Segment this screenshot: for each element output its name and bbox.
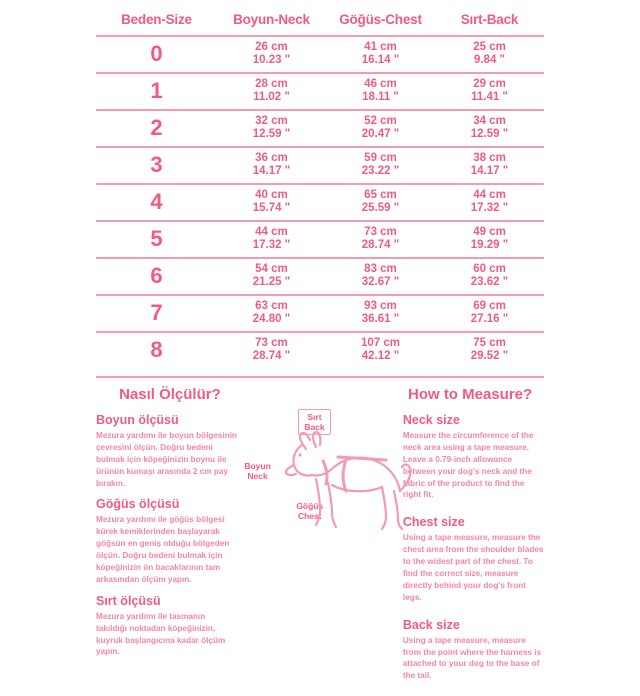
- cell-size: 2: [96, 110, 217, 147]
- cell-back: [435, 147, 544, 184]
- value-inch: 12.59 ": [252, 128, 291, 140]
- value-inch: 14.17 ": [252, 165, 291, 177]
- table-row: [96, 73, 544, 110]
- value-inch: 12.59 ": [470, 128, 509, 140]
- value-cm: 73 cm: [255, 337, 288, 350]
- cell-size: 5: [96, 221, 217, 258]
- value-cm: 32 cm: [255, 115, 288, 128]
- label-chest-tr: Göğüs: [296, 501, 324, 511]
- value-cm: 26 cm: [255, 41, 288, 54]
- dog-illustration-icon: [276, 427, 426, 547]
- value-inch: 9.84 ": [473, 54, 505, 66]
- cell-neck: [217, 332, 326, 368]
- value-cm: 40 cm: [255, 189, 288, 202]
- cell-chest: [326, 221, 435, 258]
- label-chest-en: Chest: [297, 511, 322, 522]
- subheading-back-tr: Sırt ölçüsü: [96, 593, 161, 608]
- value-cm: 107 cm: [360, 337, 400, 350]
- text-neck-tr: Mezura yardımı ile boyun bölgesinin çevresini ölçün. Doğru bedeni bulmak için köpeğinizin boynu ile ürünün kumaşı arasında 2 cm pay bırakın.: [96, 431, 238, 488]
- value-inch: 32.67 ": [361, 276, 400, 288]
- cell-chest: [326, 147, 435, 184]
- value-inch: 27.16 ": [470, 313, 509, 325]
- value-inch: 14.17 ": [470, 165, 509, 177]
- cell-size: 1: [96, 73, 217, 110]
- value-cm: 28 cm: [255, 78, 288, 91]
- value-inch: 29.52 ": [470, 350, 509, 362]
- cell-size: 8: [96, 332, 217, 368]
- cell-chest: [326, 36, 435, 73]
- value-cm: 44 cm: [255, 226, 288, 239]
- table-row: [96, 147, 544, 184]
- cell-neck: [217, 110, 326, 147]
- value-cm: 63 cm: [255, 300, 288, 313]
- column-header-back: Sırt-Back: [460, 12, 519, 27]
- column-header-chest: Göğüs-Chest: [339, 12, 422, 27]
- cell-chest: [326, 73, 435, 110]
- text-neck-en: Measure the circumference of the neck area using a tape measure. Leave a 0.79-inch allowance between your dog's neck and the fabric of the product to find the right fit.: [402, 431, 534, 500]
- value-inch: 42.12 ": [361, 350, 400, 362]
- heading-how-to-measure-tr: Nasıl Ölçülür?: [119, 386, 221, 403]
- table-row: [96, 295, 544, 332]
- value-cm: 60 cm: [473, 263, 506, 276]
- cell-back: [435, 110, 544, 147]
- value-cm: 44 cm: [473, 189, 506, 202]
- value-inch: 23.22 ": [361, 165, 400, 177]
- cell-chest: [326, 332, 435, 368]
- value-cm: 36 cm: [255, 152, 288, 165]
- label-neck-tr: Boyun: [244, 461, 271, 471]
- value-inch: 36.61 ": [361, 313, 400, 325]
- value-inch: 18.11 ": [362, 91, 399, 103]
- subheading-neck-en: Neck size: [402, 413, 460, 427]
- cell-size: 6: [96, 258, 217, 295]
- text-back-en: Using a tape measure, measure from the point where the harness is attached to your dog to the base of the tail.: [402, 635, 542, 681]
- value-cm: 46 cm: [364, 78, 397, 91]
- text-chest-tr: Mezura yardımı ile göğüs bölgesi kürek kemiklerinden başlayarak göğsün en geniş olduğu bölgeden ölçün. Doğru bedeni bulmak için köpeğinizin ön bacaklarının tam arkasından ölçüm yapın.: [96, 515, 230, 584]
- cell-size: 4: [96, 184, 217, 221]
- column-diagram: [244, 407, 391, 696]
- heading-how-to-measure-en: How to Measure?: [407, 386, 533, 403]
- value-cm: 52 cm: [364, 115, 397, 128]
- subheading-back-en: Back size: [402, 617, 460, 632]
- value-inch: 11.02 ": [253, 91, 290, 103]
- cell-neck: [217, 147, 326, 184]
- cell-back: [435, 36, 544, 73]
- label-back-tr: Sırt: [307, 412, 322, 422]
- value-cm: 29 cm: [473, 78, 506, 91]
- cell-back: [435, 332, 544, 368]
- value-cm: 93 cm: [364, 300, 397, 313]
- table-row: [96, 36, 544, 73]
- size-chart-page: [0, 6, 640, 681]
- value-inch: 28.74 ": [361, 239, 400, 251]
- value-inch: 20.47 ": [361, 128, 400, 140]
- column-turkish: [96, 407, 237, 696]
- cell-chest: [326, 258, 435, 295]
- label-neck-box: [244, 461, 270, 481]
- dog-diagram: [244, 409, 391, 559]
- cell-back: [435, 221, 544, 258]
- value-inch: 10.23 ": [252, 54, 291, 66]
- column-header-size: Beden-Size: [121, 12, 192, 27]
- section-headings: [96, 386, 544, 403]
- label-back-en: Back: [304, 422, 325, 433]
- subheading-chest-tr: Göğüs ölçüsü: [96, 497, 180, 512]
- column-header-neck: Boyun-Neck: [233, 12, 310, 27]
- text-chest-en: Using a tape measure, measure the chest area from the shoulder blades to the widest part of the chest. To find the correct size, measure directly behind your dog's front legs.: [402, 533, 544, 602]
- value-inch: 16.14 ": [361, 54, 400, 66]
- table-row: [96, 184, 544, 221]
- value-cm: 73 cm: [364, 226, 397, 239]
- how-to-measure-section: [96, 376, 544, 696]
- cell-chest: [326, 295, 435, 332]
- table-row: [96, 221, 544, 258]
- text-back-tr: Mezura yardımı ile tasmanın takıldığı noktadan köpeğinizin, kuyruk başlangıcına kadar ölçüm yapın.: [96, 611, 226, 657]
- table-header-row: [96, 6, 544, 36]
- size-table: [96, 6, 544, 368]
- value-cm: 41 cm: [364, 41, 397, 54]
- cell-back: [435, 73, 544, 110]
- cell-chest: [326, 184, 435, 221]
- label-neck-en: Neck: [247, 471, 268, 482]
- cell-chest: [326, 110, 435, 147]
- cell-back: [435, 295, 544, 332]
- cell-back: [435, 184, 544, 221]
- value-cm: 34 cm: [473, 115, 506, 128]
- value-cm: 54 cm: [255, 263, 288, 276]
- value-cm: 59 cm: [364, 152, 397, 165]
- value-cm: 75 cm: [473, 337, 506, 350]
- table-row: [96, 110, 544, 147]
- value-inch: 11.41 ": [471, 91, 508, 103]
- cell-size: 7: [96, 295, 217, 332]
- value-cm: 38 cm: [473, 152, 506, 165]
- value-cm: 83 cm: [364, 263, 397, 276]
- measure-columns: [96, 407, 544, 696]
- subheading-neck-tr: Boyun ölçüsü: [96, 413, 179, 427]
- value-inch: 17.32 ": [470, 202, 509, 214]
- cell-neck: [217, 36, 326, 73]
- value-inch: 28.74 ": [252, 350, 291, 362]
- cell-neck: [217, 221, 326, 258]
- value-inch: 19.29 ": [470, 239, 509, 251]
- cell-neck: [217, 295, 326, 332]
- table-row: [96, 258, 544, 295]
- value-inch: 23.62 ": [470, 276, 509, 288]
- cell-size: 0: [96, 36, 217, 73]
- value-inch: 25.59 ": [361, 202, 400, 214]
- value-inch: 15.74 ": [252, 202, 291, 214]
- value-cm: 65 cm: [364, 189, 397, 202]
- value-cm: 25 cm: [473, 41, 506, 54]
- cell-back: [435, 258, 544, 295]
- value-cm: 49 cm: [473, 226, 506, 239]
- cell-size: 3: [96, 147, 217, 184]
- table-row: [96, 332, 544, 368]
- cell-neck: [217, 184, 326, 221]
- value-cm: 69 cm: [473, 300, 506, 313]
- value-inch: 17.32 ": [252, 239, 291, 251]
- subheading-chest-en: Chest size: [402, 515, 465, 530]
- value-inch: 21.25 ": [252, 276, 291, 288]
- cell-neck: [217, 258, 326, 295]
- cell-neck: [217, 73, 326, 110]
- value-inch: 24.80 ": [252, 313, 291, 325]
